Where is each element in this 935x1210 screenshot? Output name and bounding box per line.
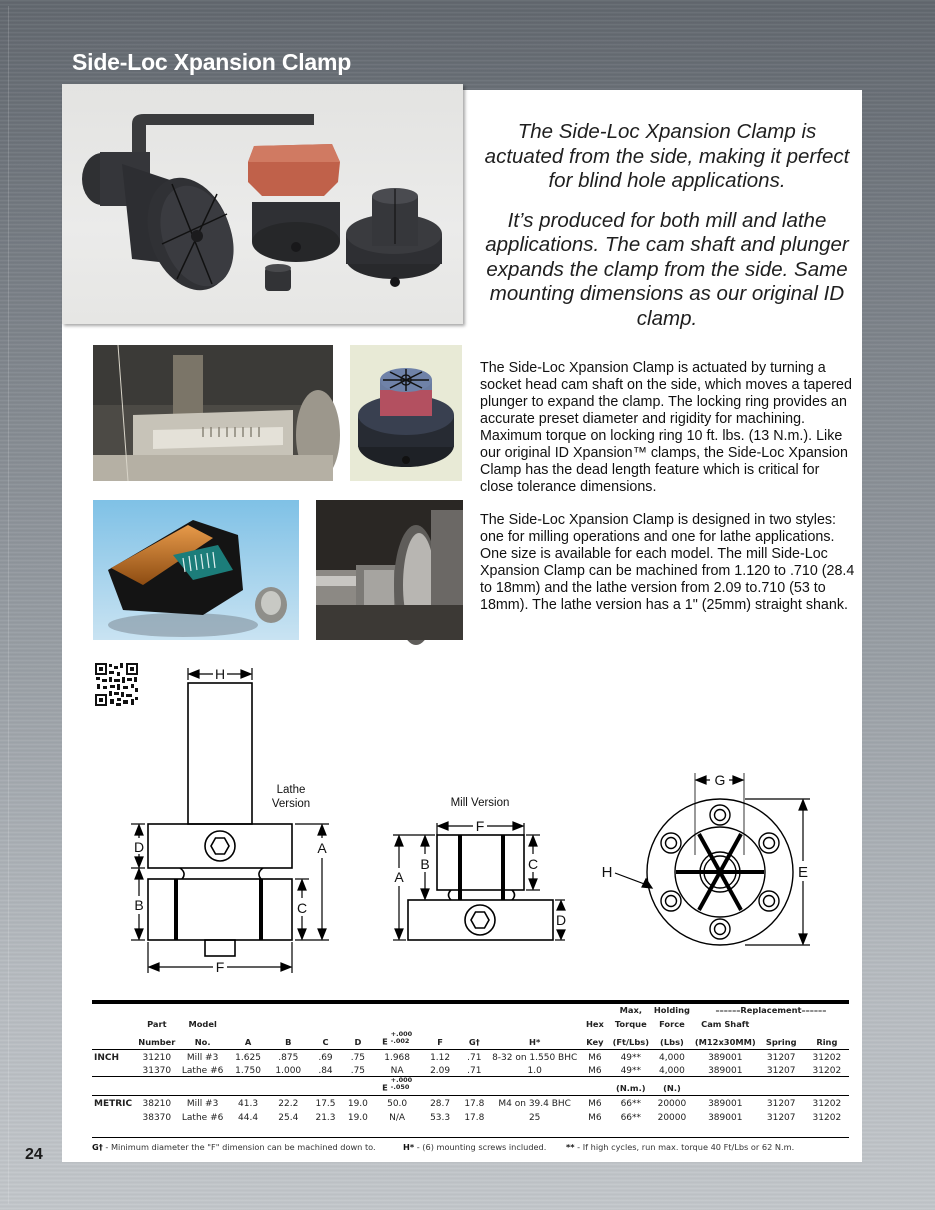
col-header-spring: Spring xyxy=(765,1036,797,1047)
table-cell: .71 xyxy=(467,1066,482,1076)
footnote xyxy=(92,1142,403,1152)
col-header-c: C xyxy=(322,1036,329,1047)
table-cell: 66** xyxy=(611,1096,651,1110)
table-cell: Mill #3 xyxy=(178,1050,228,1064)
dim-label-b: B xyxy=(420,856,430,872)
table-cell: 20000 xyxy=(651,1096,693,1110)
table-cell: 31202 xyxy=(812,1112,842,1123)
dim-label-f: F xyxy=(475,818,485,834)
table-cell: 21.3 xyxy=(315,1112,336,1123)
table-cell: 31207 xyxy=(758,1050,805,1064)
col-header-holding: Holding xyxy=(653,1005,690,1015)
table-cell: 28.7 xyxy=(422,1096,459,1110)
unit-system-label xyxy=(92,1109,136,1123)
table-cell: 25 xyxy=(528,1112,541,1123)
mill-version-diagram xyxy=(385,790,565,950)
col-header-holding: (Lbs) xyxy=(660,1036,684,1047)
col-header-e-label: E xyxy=(382,1036,388,1047)
col-header-part-number: Part xyxy=(147,1018,167,1029)
table-cell: 22.2 xyxy=(269,1096,308,1110)
table-cell: 31210 xyxy=(136,1050,178,1064)
table-cell: 53.3 xyxy=(430,1112,451,1123)
table-cell: .875 xyxy=(269,1050,308,1064)
col-header-f: F xyxy=(437,1036,443,1047)
table-row xyxy=(92,1050,849,1064)
footnote-key: G† xyxy=(92,1142,103,1152)
metric-header-row xyxy=(92,1077,849,1096)
table-row xyxy=(92,1109,849,1123)
footnote-text: - Minimum diameter the "F" dimension can be machined down to. xyxy=(102,1142,376,1152)
lathe-clamp-in-use-photo xyxy=(316,500,463,640)
table-cell: 1.000 xyxy=(275,1066,302,1076)
dim-label-e: E xyxy=(797,864,809,881)
col-header-holding-metric: (N.) xyxy=(651,1077,693,1096)
table-cell: 31207 xyxy=(766,1112,796,1123)
table-cell: 4,000 xyxy=(651,1050,693,1064)
table-cell: 25.4 xyxy=(278,1112,299,1123)
table-cell: 49** xyxy=(611,1050,651,1064)
intro-paragraph: It’s produced for both mill and lathe applications. The cam shaft and plunger expands the clamp from the side. Same mounting dimensions as our original ID clamp. xyxy=(485,208,849,330)
table-cell: 44.4 xyxy=(238,1112,259,1123)
table-cell: .75 xyxy=(350,1066,366,1076)
table-cell: 50.0 xyxy=(373,1096,422,1110)
tol-upper: +.000 xyxy=(390,1076,413,1084)
col-header-a: A xyxy=(244,1036,252,1047)
footnote-key: H* xyxy=(403,1142,415,1152)
table-cell: 17.8 xyxy=(459,1096,490,1110)
table-cell: 17.5 xyxy=(308,1096,343,1110)
dim-label-g: G xyxy=(714,772,726,788)
col-header-torque: (Ft/Lbs) xyxy=(612,1036,649,1047)
col-header-hex-key: Key xyxy=(586,1036,604,1047)
col-header-e-label: E xyxy=(382,1082,388,1093)
table-cell: 20000 xyxy=(657,1112,687,1123)
col-header-model-no: Model xyxy=(188,1018,217,1029)
table-cell: 389001 xyxy=(708,1066,743,1076)
dim-label-b: B xyxy=(134,897,144,913)
footnote-text: - (6) mounting screws included. xyxy=(414,1142,547,1152)
dim-label-h: H xyxy=(601,864,613,881)
table-cell: 31202 xyxy=(805,1096,849,1110)
table-cell: M6 xyxy=(579,1050,610,1064)
table-cell: 1.750 xyxy=(235,1066,261,1076)
col-header-ring: Ring xyxy=(816,1036,838,1047)
col-header-h: H* xyxy=(529,1036,541,1047)
table-cell: 17.8 xyxy=(464,1112,485,1123)
dim-label-c: C xyxy=(527,856,539,872)
product-lineup-photo xyxy=(62,84,463,324)
col-header-g: G† xyxy=(468,1036,480,1047)
table-cell: 38370 xyxy=(142,1112,172,1123)
table-cell: 389001 xyxy=(708,1112,743,1123)
table-header-row xyxy=(92,1004,849,1018)
table-cell: 8-32 on 1.550 BHC xyxy=(490,1050,579,1064)
table-cell: 4,000 xyxy=(659,1066,685,1076)
table-cell: 31202 xyxy=(812,1066,842,1076)
lathe-version-caption: Lathe xyxy=(276,784,306,796)
col-header-cam-shaft: Cam Shaft xyxy=(701,1018,750,1029)
dim-label-a: A xyxy=(394,869,404,885)
dim-label-f: F xyxy=(215,959,225,975)
intro-text xyxy=(482,120,852,346)
col-header-hex-key: Hex xyxy=(585,1018,604,1029)
table-cell: 38210 xyxy=(136,1096,178,1110)
table-cell: Mill #3 xyxy=(178,1096,228,1110)
table-header-row xyxy=(92,1031,849,1050)
table-cell: 1.0 xyxy=(527,1066,542,1076)
table-header-row xyxy=(92,1018,849,1032)
col-header-torque: Max, xyxy=(619,1005,642,1015)
table-cell: 66** xyxy=(620,1112,642,1123)
table-cell: 31202 xyxy=(805,1050,849,1064)
e-tolerance-inch xyxy=(391,1031,412,1044)
unit-system-label xyxy=(92,1063,136,1077)
col-header-replacement: ––––––Replacement–––––– xyxy=(715,1005,827,1015)
tol-lower: -.002 xyxy=(390,1036,410,1045)
description-paragraph: The Side-Loc Xpansion Clamp is actuated by turning a socket head cam shaft on the side, which moves a tapered plunger to expand the clamp. The locking ring provides an accurate preset diameter and rigidity for machining. Maximum torque on locking ring 10 ft. lbs. (13 N.m.). Like our original ID Xpansion™ clamps, the Side-Loc Xpansion Clamp has the dead length feature which is critical for close tolerance dimensions. xyxy=(480,360,852,495)
table-cell: 31207 xyxy=(758,1096,805,1110)
table-cell: M6 xyxy=(588,1066,602,1076)
dim-label-c: C xyxy=(296,900,308,916)
unit-system-label: INCH xyxy=(92,1050,136,1064)
page-title: Side-Loc Xpansion Clamp xyxy=(72,49,352,75)
table-cell: .69 xyxy=(308,1050,343,1064)
table-cell: 31207 xyxy=(766,1066,796,1076)
table-cell: .75 xyxy=(343,1050,373,1064)
col-header-d: D xyxy=(354,1036,362,1047)
e-tolerance-metric xyxy=(391,1077,412,1090)
table-cell: N/A xyxy=(389,1112,406,1123)
lathe-version-caption: Version xyxy=(271,798,311,810)
table-row xyxy=(92,1063,849,1077)
footnote xyxy=(566,1142,794,1152)
table-cell: 389001 xyxy=(693,1050,758,1064)
table-cell: 49** xyxy=(620,1066,642,1076)
dim-label-d: D xyxy=(133,839,145,855)
spec-table xyxy=(92,1000,849,1123)
table-cell: 1.625 xyxy=(227,1050,268,1064)
intro-paragraph: The Side-Loc Xpansion Clamp is actuated from the side, making it perfect for blind hole applications. xyxy=(484,120,850,192)
table-cell: 1.968 xyxy=(373,1050,422,1064)
col-header-torque: Torque xyxy=(614,1018,647,1029)
col-header-e xyxy=(373,1077,422,1096)
footnote-key: ** xyxy=(566,1142,575,1152)
table-cell: .71 xyxy=(459,1050,490,1064)
col-header-model-no: No. xyxy=(194,1036,211,1047)
table-cell: 41.3 xyxy=(227,1096,268,1110)
footnote xyxy=(403,1142,566,1152)
table-cell: 31370 xyxy=(142,1066,172,1076)
lathe-version-diagram xyxy=(125,660,340,980)
table-cell: M4 on 39.4 BHC xyxy=(490,1096,579,1110)
page-number: 24 xyxy=(25,1146,43,1163)
col-header-e xyxy=(373,1031,422,1050)
table-cell: Lathe #6 xyxy=(181,1112,224,1123)
table-cell: 1.12 xyxy=(422,1050,459,1064)
table-cell: 2.09 xyxy=(430,1066,451,1076)
col-header-cam-shaft: (M12x30MM) xyxy=(694,1036,756,1047)
table-cell: NA xyxy=(390,1066,404,1076)
mill-clamp-photo xyxy=(350,345,462,481)
table-cell: 389001 xyxy=(693,1096,758,1110)
table-cell: 19.0 xyxy=(343,1096,373,1110)
tol-upper: +.000 xyxy=(390,1030,413,1038)
dim-label-d: D xyxy=(555,912,567,928)
col-header-part-number: Number xyxy=(138,1036,176,1047)
description-paragraph: The Side-Loc Xpansion Clamp is designed in two styles: one for milling operations and one for lathe applications. One size is available for each model. The mill Side-Loc Xpansion Clamp can be machined from 1.120 to .710 (28.4 to 18mm) and the lathe version from 2.09 to.710 (53 to 18mm). The lathe version has a 1" (25mm) straight shank. xyxy=(480,512,855,613)
col-header-torque-metric: (N.m.) xyxy=(611,1077,651,1096)
top-view-diagram xyxy=(595,765,825,955)
footnote-text: - If high cycles, run max. torque 40 Ft/Lbs or 62 N.m. xyxy=(574,1142,795,1152)
table-cell: .84 xyxy=(318,1066,333,1076)
table-footnotes xyxy=(92,1137,849,1152)
table-cell: Lathe #6 xyxy=(181,1066,224,1076)
mill-version-caption: Mill Version xyxy=(450,797,510,809)
lathe-machining-photo xyxy=(93,345,333,481)
unit-system-label: METRIC xyxy=(92,1096,136,1110)
table-row xyxy=(92,1096,849,1110)
table-cell: M6 xyxy=(579,1096,610,1110)
dim-label-h: H xyxy=(214,666,226,682)
table-cell: 19.0 xyxy=(347,1112,368,1123)
dim-label-a: A xyxy=(317,840,327,856)
cutaway-render xyxy=(93,500,299,640)
tol-lower: -.050 xyxy=(390,1082,410,1091)
table-cell: M6 xyxy=(588,1112,602,1123)
col-header-holding: Force xyxy=(659,1018,685,1029)
col-header-b: B xyxy=(285,1036,292,1047)
